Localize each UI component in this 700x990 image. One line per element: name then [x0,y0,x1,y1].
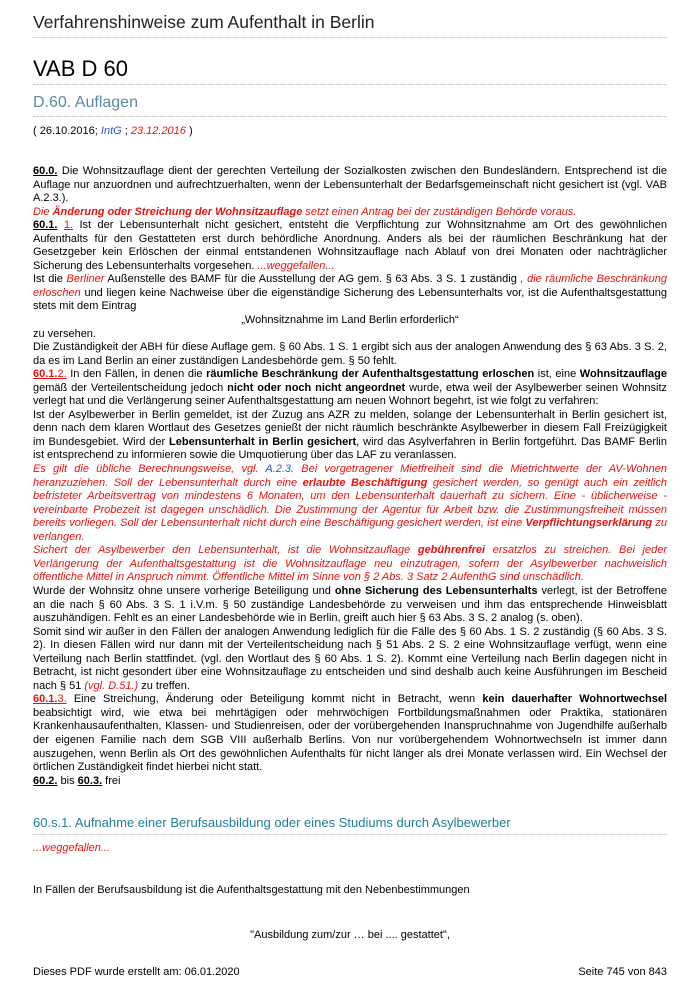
paragraph-60-2: 60.2. bis 60.3. frei [33,774,121,787]
paragraph-competence: Die Zuständigkeit der ABH für diese Auflage gem. § 60 Abs. 1 S. 1 ergibt sich aus der analogen Anwendung des § 63 Abs. 3 S. 2, da es im Land Berlin an einer zuständigen Landesbehörde gem. § 50 fehlt. [33,341,667,367]
paragraph-registered: Ist der Asylbewerber in Berlin gemeldet, ist der Zuzug ans AZR zu melden, solange der Lebensunterhalt in Berlin gesichert ist, denn nach dem klaren Wortlaut des Gesetzes genießt der nicht räumlich beschränkte Asylbewerber in diesem Fall Freizügigkeit im Bundesgebiet. Wird der Lebensunterhalt in Berlin gesichert, wird das Asylverfahren in Berlin fortgeführt. Das BAMF Berlin ist entsprechend zu informieren sowie die Umquotierung über das LAF zu veranlassen. [33,408,667,462]
subsection-removed: ...weggefallen... [33,842,111,854]
ref-link-a23[interactable]: A.2.3. [265,463,295,476]
footer-page-number: Seite 745 von 843 [578,966,667,978]
subsection-title: 60.s.1. Aufnahme einer Berufsausbildung oder eines Studiums durch Asylbewerber [33,815,511,830]
divider [33,116,667,117]
doc-title: VAB D 60 [33,56,128,81]
entry-quote: „Wohnsitznahme im Land Berlin erforderlich“ [241,314,459,327]
paragraph-scope: Somit sind wir außer in den Fällen der analogen Anwendung lediglich für die Fälle des § 60 Abs. 1 S. 2 zuständig (§ 60 Abs. 3 S. 2). In diesen Fällen wird nur dann mit der Verteilentscheidung nach § 51 Abs. 2 S. 2 eine Wohnsitzauflage verfügt, wenn eine Verteilung nach Berlin stattfindet. (vgl. den Wortlaut des § 60 Abs. 1 S. 2). Kommt eine Verteilung nach Berlin dagegen nicht in Betracht, ist nicht gesondert über eine Wohnsitzauflage zu entscheiden und sind deshalb auch keine Ausführungen im Bescheid nach § 51 (vgl. D.51.) zu treffen. [33,625,667,692]
paragraph-tail: zu versehen. [33,327,96,340]
paragraph-60-1-3: 60.1.3. Eine Streichung, Änderung oder Beteiligung kommt nicht in Betracht, wenn kein dauerhafter Wohnortwechsel beabsichtigt wird, wie etwa bei mehrtägigen oder mehrwöchigen Fortbildungsmaßnahmen oder Praktika, stationären Krankenhausaufenthalten, Klassen- und Studienreisen, oder der vorübergehenden Inanspruchnahme von Jugendhilfe außerhalb der eigenen Familie nach dem SGB VIII außerhalb Berlins. Von nur vorübergehendem Wohnortwechseln ist immer dann auszugehen, wenn Berlin als Ort des gewöhnlichen Aufenthalts für nicht länger als drei Monate verlassen wird. Ein Wechsel der örtlichen Zuständigkeit findet hierbei nicht statt. [33,693,667,774]
paragraph-60-1-2: 60.1.2. In den Fällen, in denen die räumliche Beschränkung der Aufenthaltsgestattung erloschen ist, eine Wohnsitzauflage gemäß der Verteilentscheidung jedoch nicht oder noch nicht angeordnet wurde, etwa weil der Asylbewerber seinen Wohnsitz verlegt hat und die Verlängerung seiner Aufenthaltsgestattung am neuen Wohnort begehrt, ist wie folgt zu verfahren: [33,368,667,408]
dateline: ( 26.10.2016; IntG ; 23.12.2016 ) [33,125,193,137]
paragraph-berlin: Ist die Berliner Außenstelle des BAMF für die Ausstellung der AG gem. § 63 Abs. 3 S. 1 zuständig , die räumliche Beschränkung erloschen und liegen keine Nachweise über die eigenständige Sicherung des Lebensunterhalts vor, ist die Aufenthaltsgestattung stets mit dem Eintrag [33,273,667,313]
subnumber-link[interactable]: 1. [63,219,74,232]
divider [33,84,667,85]
paragraph-60-0-note: Die Änderung oder Streichung der Wohnsitzauflage setzt einen Antrag bei der zuständigen Behörde voraus. [33,205,577,218]
paragraph-relocation: Wurde der Wohnsitz ohne unsere vorherige Beteiligung und ohne Sicherung des Lebensunterhalts verlegt, ist der Betroffene an die nach § 60 Abs. 3 S. 1 i.V.m. § 50 zuständige Landesbehörde zu verweisen und ihm das entsprechende Hinweisblatt auszuhändigen. Fehlt es an einer Landesbehörde wie in Berlin, greift auch hier § 63 Abs. 3 S. 2 analog (s. oben). [33,584,667,625]
divider [33,37,667,38]
site-title: Verfahrenshinweise zum Aufenthalt in Berlin [33,12,375,32]
ref-link-d51[interactable]: (vgl. D.51.) [84,679,139,692]
footer-created: Dieses PDF wurde erstellt am: 06.01.2020 [33,966,240,978]
paragraph-calculation: Es gilt die übliche Berechnungsweise, vgl. A.2.3. Bei vorgetragener Mietfreiheit sind die Mietrichtwerte der AV-Wohnen heranzuziehen. Soll der Lebensunterhalt durch eine erlaubte Beschäftigung gesichert werden, so genügt auch ein zeitlich befristeter Arbeitsvertrag von mindestens 6 Monaten, um den Lebensunterhalt dauerhaft zu sichern. Eine - üblicherweise - vereinbarte Probezeit ist dagegen unschädlich. Die Zustimmung der Agentur für Arbeit bzw. die Zustimmungsfreiheit müssen bereits vorliegen. Soll der Lebensunterhalt nicht durch eine Beschäftigung gesichert werden, ist eine Verpflichtungserklärung zu verlangen. [33,463,668,543]
section-title: D.60. Auflagen [33,94,138,111]
divider [33,834,667,835]
intg-link[interactable]: IntG [100,125,122,137]
paragraph-fee-free: Sichert der Asylbewerber den Lebensunterhalt, ist die Wohnsitzauflage gebührenfrei ersatzlos zu streichen. Bei jeder Verlängerung der Aufenthaltsgestattung ist die Wohnsitzauflage neu einzutragen, sofern der Asylbewerber nachweislich öffentliche Mittel in Anspruch nimmt. Öffentliche Mittel im Sinne von § 2 Abs. 3 Satz 2 AufenthG sind unschädlich. [33,544,667,584]
training-quote: "Ausbildung zum/zur … bei .... gestattet", [250,929,450,941]
date-changed: 23.12.2016 [130,125,186,137]
paragraph-60-1-1: 60.1. 1. Ist der Lebensunterhalt nicht gesichert, entsteht die Verpflichtung zur Wohnsitznahme am Ort des gewöhnlichen Aufenthalts für den Gestatteten erst durch behördliche Anordnung. Anders als bei der räumlichen Beschränkung hat der Gesetzgeber kein Erlöschen der einmal entstandenen Wohnsitzauflage nach Ablauf von drei Monaten oder nachträglicher Sicherung des Lebensunterhalts vorgesehen. ...weggefallen... [33,219,667,272]
paragraph-60-0: 60.0. Die Wohnsitzauflage dient der gerechten Verteilung der Sozialkosten zwischen den Bundesländern. Entsprechend ist die Auflage nur anzuordnen und aufrechtzuerhalten, wenn der Lebensunterhalt der Bedarfsgemeinschaft nicht gesichert ist (vgl. VAB A.2.3.). [33,165,667,205]
body-text [33,165,667,788]
training-text: In Fällen der Berufsausbildung ist die Aufenthaltsgestattung mit den Nebenbestimmungen [33,884,470,896]
